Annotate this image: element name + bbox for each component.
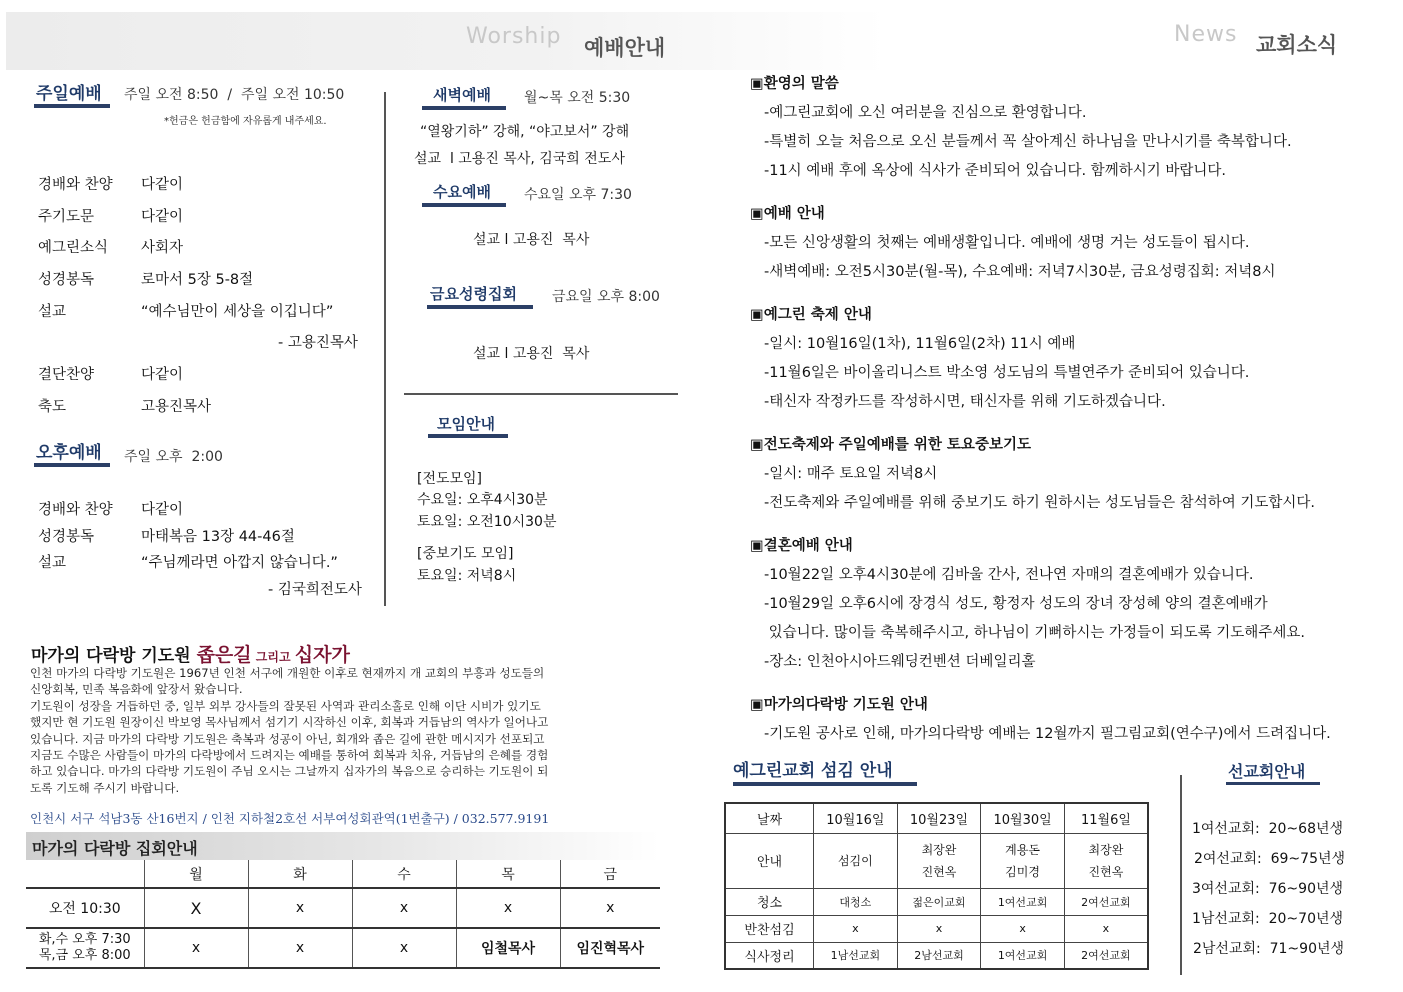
mission-item: 1여선교회: 20~68년생 [1192,821,1344,837]
service-header: 10월16일 [814,803,898,833]
makga-body-line: 인천 마가의 다락방 기도원은 1967년 인천 서구에 개원한 이후로 현재까지 개 교회의 부흥과 성도들의 [30,666,545,680]
wednesday-title: 수요예배 [433,183,491,201]
meeting-line: [전도모임] [417,471,483,487]
order-label: 축도 [38,399,67,415]
service-row-label: 식사정리 [725,942,814,969]
schedule-cell: X [144,888,248,928]
news-line: -장소: 인천아시아드웨딩컨벤션 더베일리홀 [764,654,1036,670]
order-label: 예그린소식 [38,240,109,256]
service-cell: x [981,915,1065,942]
meeting-line: 토요일: 저녁8시 [417,568,517,584]
sermon-title: “예수님만이 세상을 이깁니다” [141,304,334,320]
makga-title-narrow-way: 좁은길 [196,644,252,666]
makga-body-line: 지금도 수많은 사람들이 마가의 다락방에서 드려지는 예배를 통하여 회복과 치유, 거듭남의 은혜를 경험 [30,748,549,763]
schedule-cell: x [352,888,456,928]
makga-title-part: 마가의 다락방 기도원 [31,646,197,666]
service-cell: 1남선교회 [814,942,898,969]
order-label: 결단찬양 [38,367,95,383]
service-row [725,833,1148,888]
meeting-line: 토요일: 오전10시30분 [417,514,557,530]
day-header: 수 [352,860,456,888]
news-line: -10월22일 오후4시30분에 김바울 간사, 전나연 자매의 결혼예배가 있습니다. [764,567,1254,583]
day-header: 월 [144,860,248,888]
service-cell: 대청소 [814,888,898,915]
makga-body-line: 신앙회복, 민족 복음화에 앞장서 왔습니다. [30,682,243,697]
news-line: -10월29일 오후6시에 장경식 성도, 황정자 성도의 장녀 장성혜 양의 결혼예배가 [764,596,1268,612]
order-value: 고용진목사 [141,399,212,415]
afternoon-title: 오후예배 [36,443,102,463]
news-item [750,534,1390,679]
friday-preacher: 설교 l 고용진 목사 [473,346,590,362]
news-en-heading: News [1174,22,1238,47]
service-underline [733,782,917,786]
wednesday-underline [422,203,506,207]
news-heading: ▣마가의다락방 기도원 안내 [750,697,928,713]
service-row-label: 안내 [725,833,814,888]
news-line: -11시 예배 후에 옥상에 식사가 준비되어 있습니다. 함께하시기 바랍니다. [764,163,1226,179]
service-cell-line: 최장완 [921,842,957,857]
sunday-title: 주일예배 [36,84,102,104]
order-label: 경배와 찬양 [38,177,113,193]
service-header: 10월30일 [981,803,1065,833]
service-header: 10월23일 [897,803,981,833]
schedule-cell: x [144,928,248,968]
friday-title: 금요성령집회 [430,285,517,303]
news-line: 있습니다. 많이들 축복해주시고, 하나님이 기뻐하시는 가정들이 되도록 기도해주세요. [764,625,1305,641]
news-line: -새벽예배: 오전5시30분(월-목), 수요예배: 저녁7시30분, 금요성령집회: 저녁8시 [764,264,1276,280]
service-header-row [725,803,1148,833]
schedule-corner [26,860,144,888]
news-item [750,202,1390,289]
wednesday-time: 수요일 오후 7:30 [524,187,632,203]
friday-underline [427,305,533,309]
news-list [750,72,1390,751]
friday-time: 금요일 오후 8:00 [552,289,660,305]
service-cell: 젊은이교회 [897,888,981,915]
makga-address: 인천시 서구 석남3동 산16번지 / 인천 지하철2호선 서부여성회관역(1번출구) / 032.577.9191 [30,811,550,826]
service-cell: x [897,915,981,942]
makga-title-cross: 십자가 [294,644,350,666]
sunday-underline [34,104,110,108]
service-cell-line: 진현옥 [1088,864,1124,879]
makga-title [31,640,350,667]
sermon-preacher: - 고용진목사 [278,335,358,351]
schedule-cell: x [606,900,615,916]
mission-item: 2여선교회: 69~75년생 [1194,851,1346,867]
order-label: 성경봉독 [38,529,95,545]
news-heading: ▣예배 안내 [750,206,825,222]
meetings-title: 모임안내 [437,415,495,433]
makga-body-line: 기도원이 성장을 거듭하던 중, 일부 외부 강사들의 잘못된 사역과 관리소홀로 인해 이단 시비가 있기도 [30,698,541,713]
service-table [724,802,1149,970]
mission-item: 1남선교회: 20~70년생 [1192,911,1344,927]
order-value: 사회자 [141,240,184,256]
header-band [6,12,886,70]
offering-note: *헌금은 헌금함에 자유롭게 내주세요. [164,116,327,127]
wednesday-preacher: 설교 l 고용진 목사 [473,232,590,248]
news-ko-heading: 교회소식 [1256,33,1338,57]
schedule-time [26,928,144,968]
order-value: 다같이 [141,502,184,518]
day-header: 화 [248,860,352,888]
makga-body-line: 도록 기도해 주시기 바랍니다. [30,780,180,795]
news-line: -특별히 오늘 처음으로 오신 분들께서 꼭 살아계신 하나님을 만나시기를 축복합니다. [764,134,1292,150]
meetings-underline [428,434,508,438]
service-row [725,915,1148,942]
service-cell-line: 진현옥 [921,864,957,879]
makga-schedule-title: 마가의 다락방 집회안내 [32,839,198,858]
makga-title-and: 그리고 [251,650,295,664]
service-cell: 1여선교회 [981,888,1065,915]
schedule-row [26,888,660,928]
news-line: -전도축제와 주일예배를 위해 중보기도 하기 원하시는 성도님들은 참석하여 기도합시다. [764,495,1315,511]
dawn-series: “열왕기하” 강해, “야고보서” 강해 [420,124,630,140]
news-line: -예그린교회에 오신 여러분을 진심으로 환영합니다. [764,105,1087,121]
afternoon-underline [34,463,110,467]
news-line: -기도원 공사로 인해, 마가의다락방 예배는 12월까지 필그림교회(연수구)에서 드려집니다. [764,726,1331,742]
service-row-label: 반찬섬김 [725,915,814,942]
service-header: 11월6일 [1064,803,1148,833]
service-row [725,942,1148,969]
service-cell: 2여선교회 [1064,888,1148,915]
sermon-title: “주님께라면 아깝지 않습니다.” [141,555,338,571]
service-cell-line: 계용돈 [1005,842,1040,857]
news-heading: ▣예그린 축제 안내 [750,307,872,323]
dawn-underline [422,106,506,110]
news-line: -일시: 10월16일(1차), 11월6일(2차) 11시 예배 [764,336,1076,352]
service-cell [897,833,981,888]
news-item [750,303,1390,419]
service-cell: 1여선교회 [981,942,1065,969]
service-cell-line: 김미경 [1005,864,1040,879]
order-label: 설교 [38,304,67,320]
news-heading: ▣전도축제와 주일예배를 위한 토요중보기도 [750,437,1031,453]
makga-schedule-table [26,860,660,969]
day-header: 금 [603,866,618,883]
meeting-line: 수요일: 오후4시30분 [417,492,548,508]
service-cell: x [1064,915,1148,942]
order-label: 성경봉독 [38,272,95,288]
service-cell [1064,833,1148,888]
news-heading: ▣환영의 말씀 [750,76,839,92]
mission-underline [1226,782,1320,785]
order-value: 다같이 [141,177,184,193]
schedule-time-line: 목,금 오후 8:00 [38,948,131,963]
mission-divider [1180,775,1182,975]
sunday-time: 주일 오전 8:50 / 주일 오전 10:50 [124,87,345,103]
makga-body-line: 있습니다. 지금 마가의 다락방 기도원은 축복과 성공이 아닌, 회개와 좁은 길에 관한 메시지가 선포되고 [30,731,545,746]
news-item [750,433,1390,520]
order-label: 설교 [38,555,67,571]
schedule-header-row [26,860,660,888]
schedule-cell: x [248,888,352,928]
makga-body-line: 하고 있습니다. 마가의 다락방 기도원이 주님 오시는 그날까지 십자가의 복음으로 승리하는 기도원이 되 [30,764,549,779]
service-cell: 2남선교회 [897,942,981,969]
news-line: -모든 신앙생활의 첫째는 예배생활입니다. 예배에 생명 거는 성도들이 됩시다. [764,235,1250,251]
mission-item: 2남선교회: 71~90년생 [1193,941,1345,957]
schedule-row [26,928,660,968]
meeting-line: [중보기도 모임] [417,546,514,562]
service-row-label: 청소 [725,888,814,915]
service-cell: 2여선교회 [1064,942,1148,969]
schedule-cell: 임철목사 [456,928,560,968]
schedule-time: 오전 10:30 [26,888,144,928]
column-divider [384,92,386,606]
schedule-cell: 임진혁목사 [576,941,645,957]
makga-body-line: 했지만 현 기도원 원장이신 박보영 목사님께서 섬기기 시작하신 이후, 회복과 거듭남의 역사가 일어나고 [30,715,549,730]
service-header: 날짜 [725,803,814,833]
dawn-preachers: 설교 l 고용진 목사, 김국희 전도사 [414,151,625,167]
news-heading: ▣결혼예배 안내 [750,538,853,554]
service-cell-line: 최장완 [1088,842,1124,857]
news-line: -태신자 작정카드를 작성하시면, 태신자를 위해 기도하겠습니다. [764,394,1166,410]
order-label: 경배와 찬양 [38,502,113,518]
news-item [750,693,1390,751]
meetings-divider [404,393,678,395]
worship-ko-heading: 예배안내 [584,36,666,60]
afternoon-time: 주일 오후 2:00 [124,449,223,465]
service-cell: x [814,915,898,942]
order-value: 로마서 5장 5-8절 [141,272,254,288]
order-value: 마태복음 13장 44-46절 [141,529,295,545]
worship-en-heading: Worship [466,24,562,49]
order-value: 다같이 [141,209,184,225]
sermon-preacher: - 김국희전도사 [268,582,362,598]
schedule-cell: x [352,928,456,968]
schedule-time-line: 화,수 오후 7:30 [38,932,131,947]
service-row [725,888,1148,915]
mission-item: 3여선교회: 76~90년생 [1192,881,1344,897]
schedule-cell: x [248,928,352,968]
mission-title: 선교회안내 [1228,762,1306,781]
dawn-title: 새벽예배 [433,86,491,104]
dawn-time: 월~목 오전 5:30 [524,90,631,106]
news-line: -11월6일은 바이올리니스트 박소영 성도님의 특별연주가 준비되어 있습니다. [764,365,1250,381]
news-line: -일시: 매주 토요일 저녁8시 [764,466,938,482]
order-value: 다같이 [141,367,184,383]
makga-description [30,665,670,796]
service-cell: 섬김이 [814,833,898,888]
schedule-cell: x [456,888,560,928]
service-cell [981,833,1065,888]
order-label: 주기도문 [38,209,95,225]
day-header: 목 [456,860,560,888]
service-title: 예그린교회 섬김 안내 [733,761,893,781]
news-item [750,72,1390,188]
